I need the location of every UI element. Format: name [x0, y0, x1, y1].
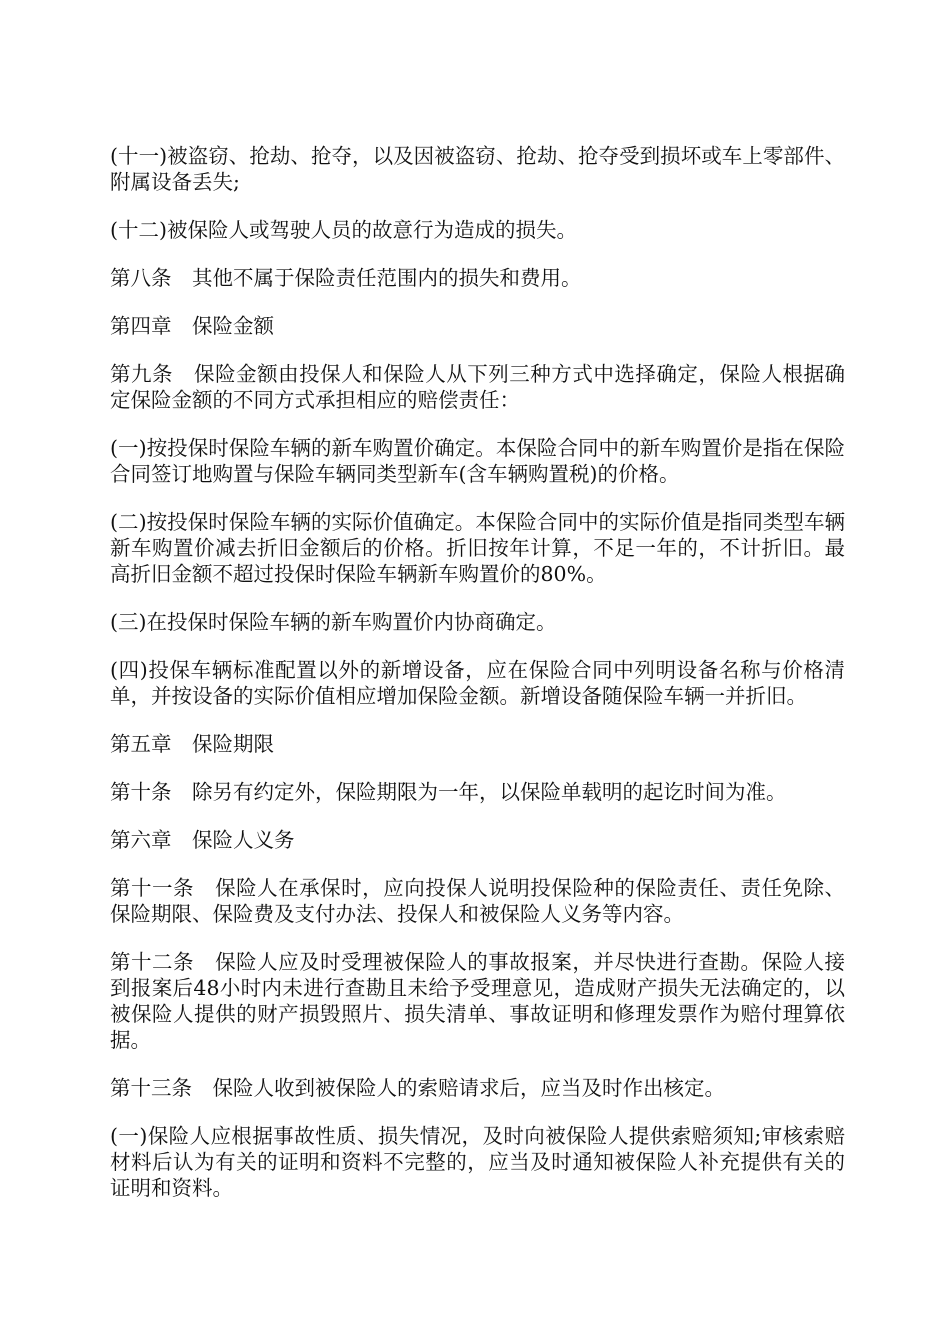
article-8: 第八条 其他不属于保险责任范围内的损失和费用。 — [110, 266, 582, 290]
paragraph-item-12-intentional: (十二)被保险人或驾驶人员的故意行为造成的损失。 — [110, 218, 577, 242]
paragraph-item-4-added-equipment: (四)投保车辆标准配置以外的新增设备，应在保险合同中列明设备名称与价格清单，并按设备的实际价值相应增加保险金额。新增设备随保险车辆一并折旧。 — [110, 658, 845, 708]
article-12: 第十二条 保险人应及时受理被保险人的事故报案，并尽快进行查勘。保险人接到报案后48小时内未进行查勘且未给予受理意见，造成财产损失无法确定的，以被保险人提供的财产损毁照片、损失清单、事故证明和修理发票作为赔付理算依据。 — [110, 950, 845, 1052]
paragraph-item-1-claim-notice: (一)保险人应根据事故性质、损失情况，及时向被保险人提供索赔须知;审核索赔材料后认为有关的证明和资料不完整的，应当及时通知被保险人补充提供有关的证明和资料。 — [110, 1124, 845, 1200]
paragraph-item-3-negotiated: (三)在投保时保险车辆的新车购置价内协商确定。 — [110, 610, 557, 634]
document-page — [110, 143, 845, 1223]
chapter-6-heading: 第六章 保险人义务 — [110, 828, 295, 852]
chapter-4-heading: 第四章 保险金额 — [110, 314, 274, 338]
article-10: 第十条 除另有约定外，保险期限为一年，以保险单载明的起讫时间为准。 — [110, 780, 787, 804]
article-9: 第九条 保险金额由投保人和保险人从下列三种方式中选择确定，保险人根据确定保险金额的不同方式承担相应的赔偿责任： — [110, 362, 845, 412]
paragraph-item-11-theft: (十一)被盗窃、抢劫、抢夺，以及因被盗窃、抢劫、抢夺受到损坏或车上零部件、附属设备丢失; — [110, 144, 845, 194]
article-11: 第十一条 保险人在承保时，应向投保人说明投保险种的保险责任、责任免除、保险期限、保险费及支付办法、投保人和被保险人义务等内容。 — [110, 876, 845, 926]
paragraph-item-2-actual-value: (二)按投保时保险车辆的实际价值确定。本保险合同中的实际价值是指同类型车辆新车购置价减去折旧金额后的价格。折旧按年计算，不足一年的，不计折旧。最高折旧金额不超过投保时保险车辆新车购置价的80%。 — [110, 510, 845, 586]
paragraph-item-1-new-car-price: (一)按投保时保险车辆的新车购置价确定。本保险合同中的新车购置价是指在保险合同签订地购置与保险车辆同类型新车(含车辆购置税)的价格。 — [110, 436, 845, 486]
article-13: 第十三条 保险人收到被保险人的索赔请求后，应当及时作出核定。 — [110, 1076, 725, 1100]
chapter-5-heading: 第五章 保险期限 — [110, 732, 274, 756]
